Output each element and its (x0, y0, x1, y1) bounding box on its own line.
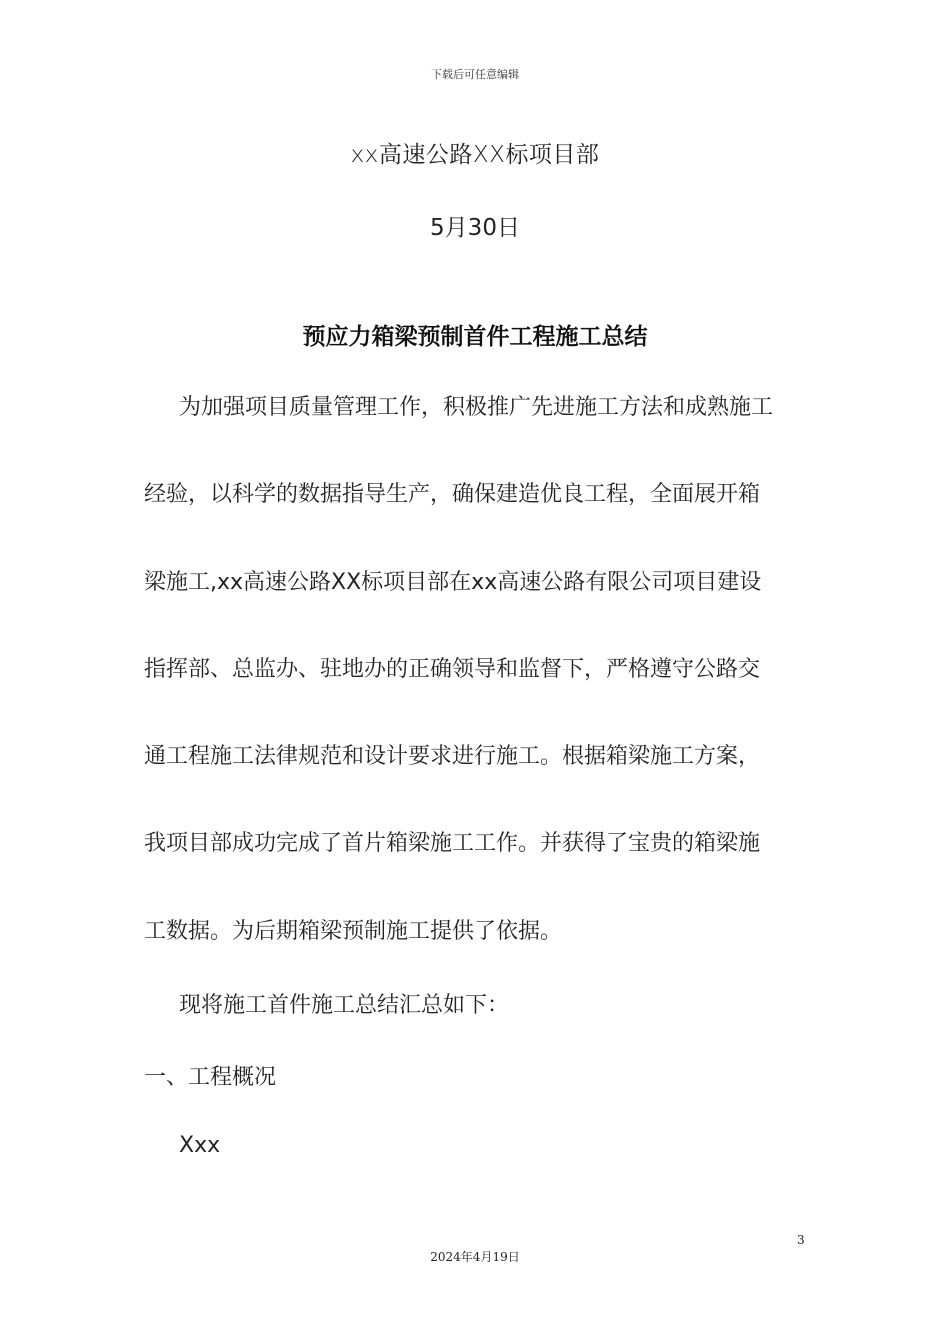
intro-line: 工数据。为后期箱梁预制施工提供了依据。 (144, 918, 563, 944)
intro-line: 经验，以科学的数据指导生产，确保建造优良工程，全面展开箱 (144, 482, 761, 508)
intro-line: 我项目部成功完成了首片箱梁施工工作。并获得了宝贵的箱梁施 (144, 831, 761, 857)
footer-date: 2024年4月19日 (430, 1250, 520, 1264)
document-title: 预应力箱梁预制首件工程施工总结 (302, 324, 648, 350)
page-number: 3 (797, 1233, 805, 1247)
intro-paragraph (144, 364, 824, 975)
intro-line: 为加强项目质量管理工作，积极推广先进施工方法和成熟施工 (179, 395, 774, 420)
intro-line: 梁施工,xx高速公路XX标项目部在xx高速公路有限公司项目建设 (144, 569, 762, 595)
intro-line: 通工程施工法律规范和设计要求进行施工。根据箱梁施工方案， (144, 744, 761, 770)
section-content: Xxx (179, 1133, 221, 1158)
organization-name: xx高速公路XX标项目部 (350, 142, 600, 168)
summary-intro: 现将施工首件施工总结汇总如下： (179, 993, 510, 1018)
intro-line: 指挥部、总监办、驻地办的正确领导和监督下，严格遵守公路交 (144, 656, 761, 682)
cover-date: 5月30日 (430, 215, 520, 241)
section-heading: 一、工程概况 (144, 1065, 277, 1090)
header-note: 下载后可任意编辑 (431, 68, 519, 81)
